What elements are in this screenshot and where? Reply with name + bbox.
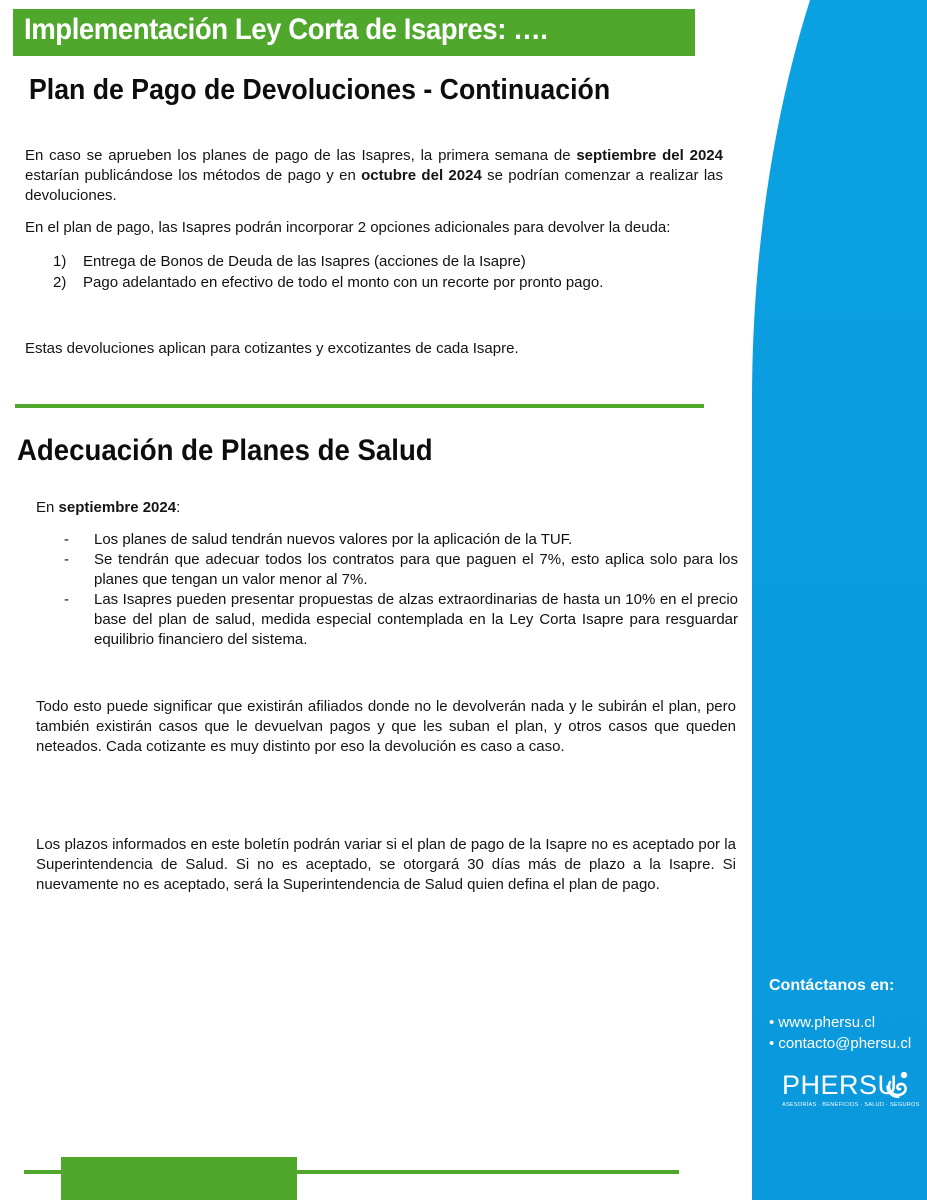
options-list bbox=[25, 251, 723, 293]
section-divider bbox=[15, 404, 704, 408]
paragraph-options-intro: En el plan de pago, las Isapres podrán incorporar 2 opciones adicionales para devolver la deuda: bbox=[25, 219, 671, 236]
list-item bbox=[36, 530, 738, 550]
website-link[interactable]: • www.phersu.cl bbox=[769, 1014, 876, 1031]
contact-block bbox=[769, 977, 911, 1054]
section-heading-text: Adecuación de Planes de Salud bbox=[17, 434, 433, 467]
email-link[interactable]: • contacto@phersu.cl bbox=[769, 1035, 912, 1052]
bold-date: septiembre 2024 bbox=[58, 499, 177, 516]
contact-title: Contáctanos en: bbox=[769, 977, 895, 994]
footer-block bbox=[61, 1157, 297, 1200]
logo-tagline: ASESORÍAS · BENEFICIOS · SALUD · SEGUROS bbox=[782, 1102, 920, 1108]
list-item bbox=[36, 550, 738, 590]
text: En bbox=[36, 499, 59, 516]
bold-date: octubre del 2024 bbox=[361, 167, 482, 184]
text: : bbox=[176, 499, 181, 516]
paragraph-applies: Estas devoluciones aplican para cotizantes y excotizantes de cada Isapre. bbox=[25, 340, 519, 357]
subtitle bbox=[29, 74, 661, 107]
logo-swirl-icon bbox=[884, 1070, 912, 1100]
phersu-logo bbox=[782, 1070, 920, 1108]
list-dash: - bbox=[64, 591, 69, 608]
paragraph-deadline: Los plazos informados en este boletín podrán variar si el plan de pago de la Isapre no es aceptado por la Superintendencia de Salud. Si no es aceptado, se otorgará 30 días más de plazo a la Isapre. Si nuevamente no es aceptado, será la Superintendencia de Salud quien defina el plan de pago. bbox=[36, 836, 736, 893]
bold-date: septiembre del 2024 bbox=[576, 147, 723, 164]
list-item bbox=[25, 272, 723, 293]
list-number: 2) bbox=[53, 274, 67, 291]
page-title: Implementación Ley Corta de Isapres: …. bbox=[24, 13, 548, 46]
text: se podrían comenzar a realizar las devoluciones. bbox=[25, 167, 723, 204]
list-item bbox=[36, 590, 738, 650]
list-text: Los planes de salud tendrán nuevos valores por la aplicación de la TUF. bbox=[94, 531, 573, 548]
subtitle-text: Plan de Pago de Devoluciones - Continuación bbox=[29, 74, 611, 106]
list-text: Las Isapres pueden presentar propuestas de alzas extraordinarias de hasta un 10% en el precio base del plan de salud, medida especial contemplada en la Ley Corta Isapre para resguardar equilibrio financiero del sistema. bbox=[94, 591, 738, 648]
logo-wordmark: PHERSU bbox=[782, 1070, 898, 1100]
list-item bbox=[25, 251, 723, 272]
paragraph-summary: Todo esto puede significar que existirán afiliados donde no le devolverán nada y le subirán el plan, pero también existirán casos que le devuelvan pagos y que les suban el plan, y otros casos que queden neteados. Cada cotizante es muy distinto por eso la devolución es caso a caso. bbox=[36, 698, 736, 755]
paragraph-payment-schedule bbox=[25, 146, 723, 206]
text: estarían publicándose los métodos de pago y en bbox=[25, 167, 362, 184]
title-banner bbox=[13, 9, 695, 56]
section-heading bbox=[17, 434, 469, 468]
text: En caso se aprueben los planes de pago de las Isapres, la primera semana de bbox=[25, 147, 577, 164]
list-dash: - bbox=[64, 531, 69, 548]
list-dash: - bbox=[64, 551, 69, 568]
list-text: Se tendrán que adecuar todos los contratos para que paguen el 7%, esto aplica solo para los planes que tengan un valor menor al 7%. bbox=[94, 551, 738, 588]
changes-list bbox=[36, 530, 738, 650]
list-number: 1) bbox=[53, 253, 67, 270]
list-text: Pago adelantado en efectivo de todo el monto con un recorte por pronto pago. bbox=[83, 274, 604, 291]
list-text: Entrega de Bonos de Deuda de las Isapres (acciones de la Isapre) bbox=[83, 253, 526, 270]
paragraph-intro-date bbox=[36, 498, 736, 518]
